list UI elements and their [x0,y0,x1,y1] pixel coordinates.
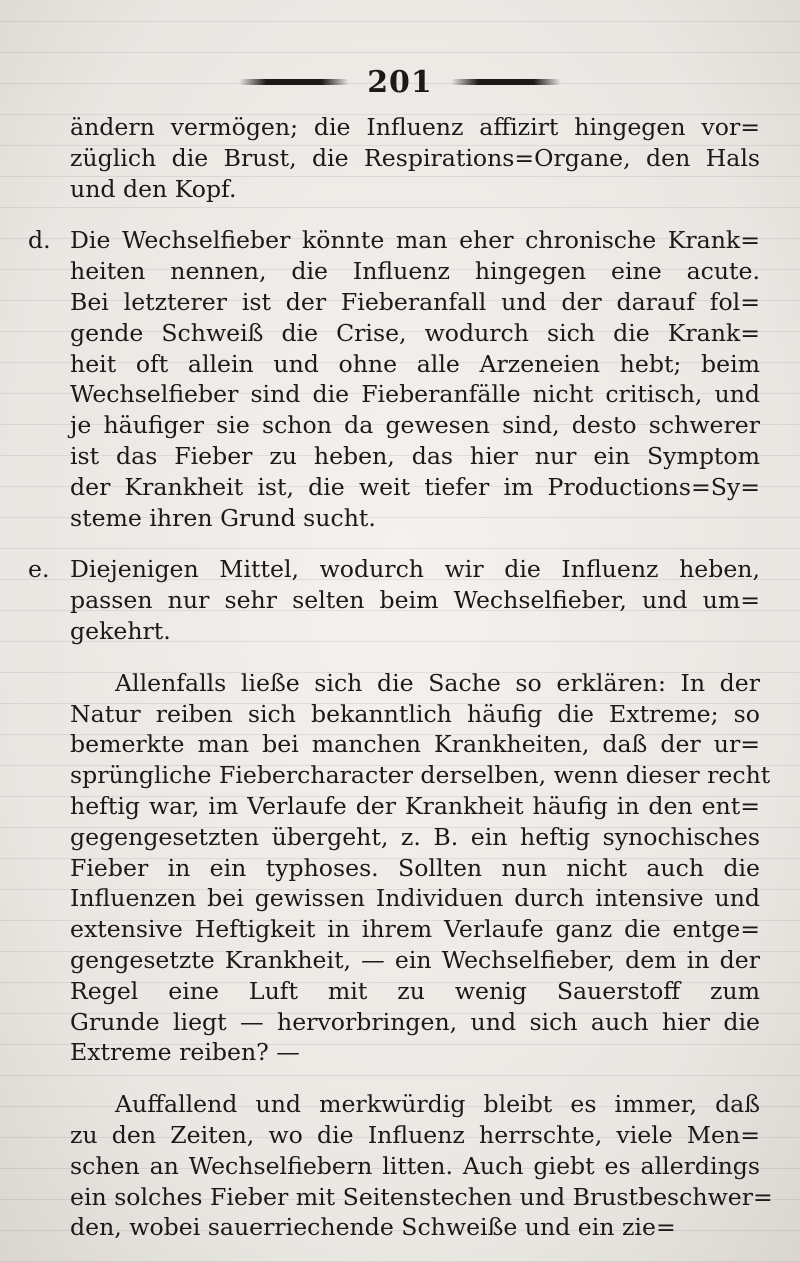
page-header [0,62,800,102]
text-line [70,822,760,853]
line-text: züglich die Brust, die Respirations=Organe, den Hals [70,143,760,172]
line-text: passen nur sehr selten beim Wechselfieber, und um= [70,586,760,615]
paragraph-gap [70,533,760,554]
line-text: Extreme reiben? — [70,1038,300,1067]
item-label: d. [28,226,51,255]
line-text: heiten nennen, die Influenz hingegen eine acute. [70,257,760,286]
text-line [70,318,760,349]
text-line [70,853,760,884]
paragraph-gap [70,1068,760,1089]
text-line [70,585,760,616]
text-line [70,883,760,914]
line-text: extensive Heftigkeit in ihrem Verlaufe ganz die entge= [70,915,760,944]
line-text: Die Wechselfieber könnte man eher chronische Krank= [70,226,760,255]
line-text: je häufiger sie schon da gewesen sind, desto schwerer [70,411,760,440]
text-line [70,616,760,647]
paragraph [70,668,771,1068]
body-text [28,112,773,1243]
text-line [70,1089,760,1120]
text-line [70,1182,773,1213]
line-text: Regel eine Luft mit zu wenig Sauerstoff zum [70,976,760,1005]
text-line [70,791,760,822]
line-text: steme ihren Grund sucht. [70,503,376,532]
line-text: den, wobei sauerriechende Schweiße und ein zie= [70,1213,676,1242]
line-text: Natur reiben sich bekanntlich häufig die Extreme; so [70,699,760,728]
line-text: gegengesetzten übergeht, z. B. ein heftig synochisches [70,822,760,851]
line-text: Influenzen bei gewissen Individuen durch intensive und [70,884,760,913]
text-line [70,729,760,760]
text-line [70,112,760,143]
line-text: Auffallend und merkwürdig bleibt es immer, daß [115,1090,760,1119]
line-text: ein solches Fieber mit Seitenstechen und Brustbeschwer= [70,1182,773,1211]
paragraph-gap [70,204,760,225]
text-line [70,143,760,174]
paragraph [28,225,760,533]
text-line [70,379,760,410]
line-text: gekehrt. [70,616,171,645]
line-text: gengesetzte Krankheit, — ein Wechselfieber, dem in der [70,945,760,974]
text-line [70,472,760,503]
text-line [70,914,760,945]
line-text: Grunde liegt — hervorbringen, und sich auch hier die [70,1007,760,1036]
text-line [70,349,760,380]
text-line [70,976,760,1007]
paragraph-gap [70,647,760,668]
text-line [70,699,760,730]
line-text: bemerkte man bei manchen Krankheiten, daß der ur= [70,730,760,759]
text-line [70,1120,760,1151]
item-label: e. [28,555,50,584]
text-line [70,945,760,976]
line-text: sprüngliche Fiebercharacter derselben, wenn dieser recht [70,761,771,790]
paragraph [70,112,760,204]
paragraph [70,1089,773,1243]
line-text: heftig war, im Verlaufe der Krankheit häufig in den ent= [70,791,760,820]
text-line [70,1007,760,1038]
text-line [70,441,760,472]
line-text: gende Schweiß die Crise, wodurch sich die Krank= [70,318,760,347]
line-text: heit oft allein und ohne alle Arzeneien hebt; beim [70,349,760,378]
text-line [70,1151,760,1182]
page-number: 201 [367,64,433,100]
line-text: ändern vermögen; die Influenz affizirt hingegen vor= [70,113,760,141]
line-text: und den Kopf. [70,174,237,203]
line-text: ist das Fieber zu heben, das hier nur ein Symptom [70,441,760,470]
text-line [70,760,771,791]
line-text: Wechselfieber sind die Fieberanfälle nicht critisch, und [70,380,760,409]
text-line [28,225,760,256]
line-text: zu den Zeiten, wo die Influenz herrschte, viele Men= [70,1120,760,1149]
text-line [70,256,760,287]
line-text: Bei letzterer ist der Fieberanfall und der darauf fol= [70,287,760,316]
paragraph [28,554,760,646]
header-rule-right [451,79,561,85]
text-line [70,410,760,441]
text-line [70,174,760,205]
header-rule-left [239,79,349,85]
text-line [28,554,760,585]
line-text: Fieber in ein typhoses. Sollten nun nicht auch die [70,853,760,882]
text-line [70,287,760,318]
text-line [70,668,760,699]
text-line [70,1037,760,1068]
text-line [70,1212,760,1243]
line-text: schen an Wechselfiebern litten. Auch giebt es allerdings [70,1151,760,1180]
line-text: Diejenigen Mittel, wodurch wir die Influenz heben, [70,555,760,584]
line-text: der Krankheit ist, die weit tiefer im Productions=Sy= [70,472,760,501]
text-line [70,503,760,534]
line-text: Allenfalls ließe sich die Sache so erklären: In der [115,668,760,697]
